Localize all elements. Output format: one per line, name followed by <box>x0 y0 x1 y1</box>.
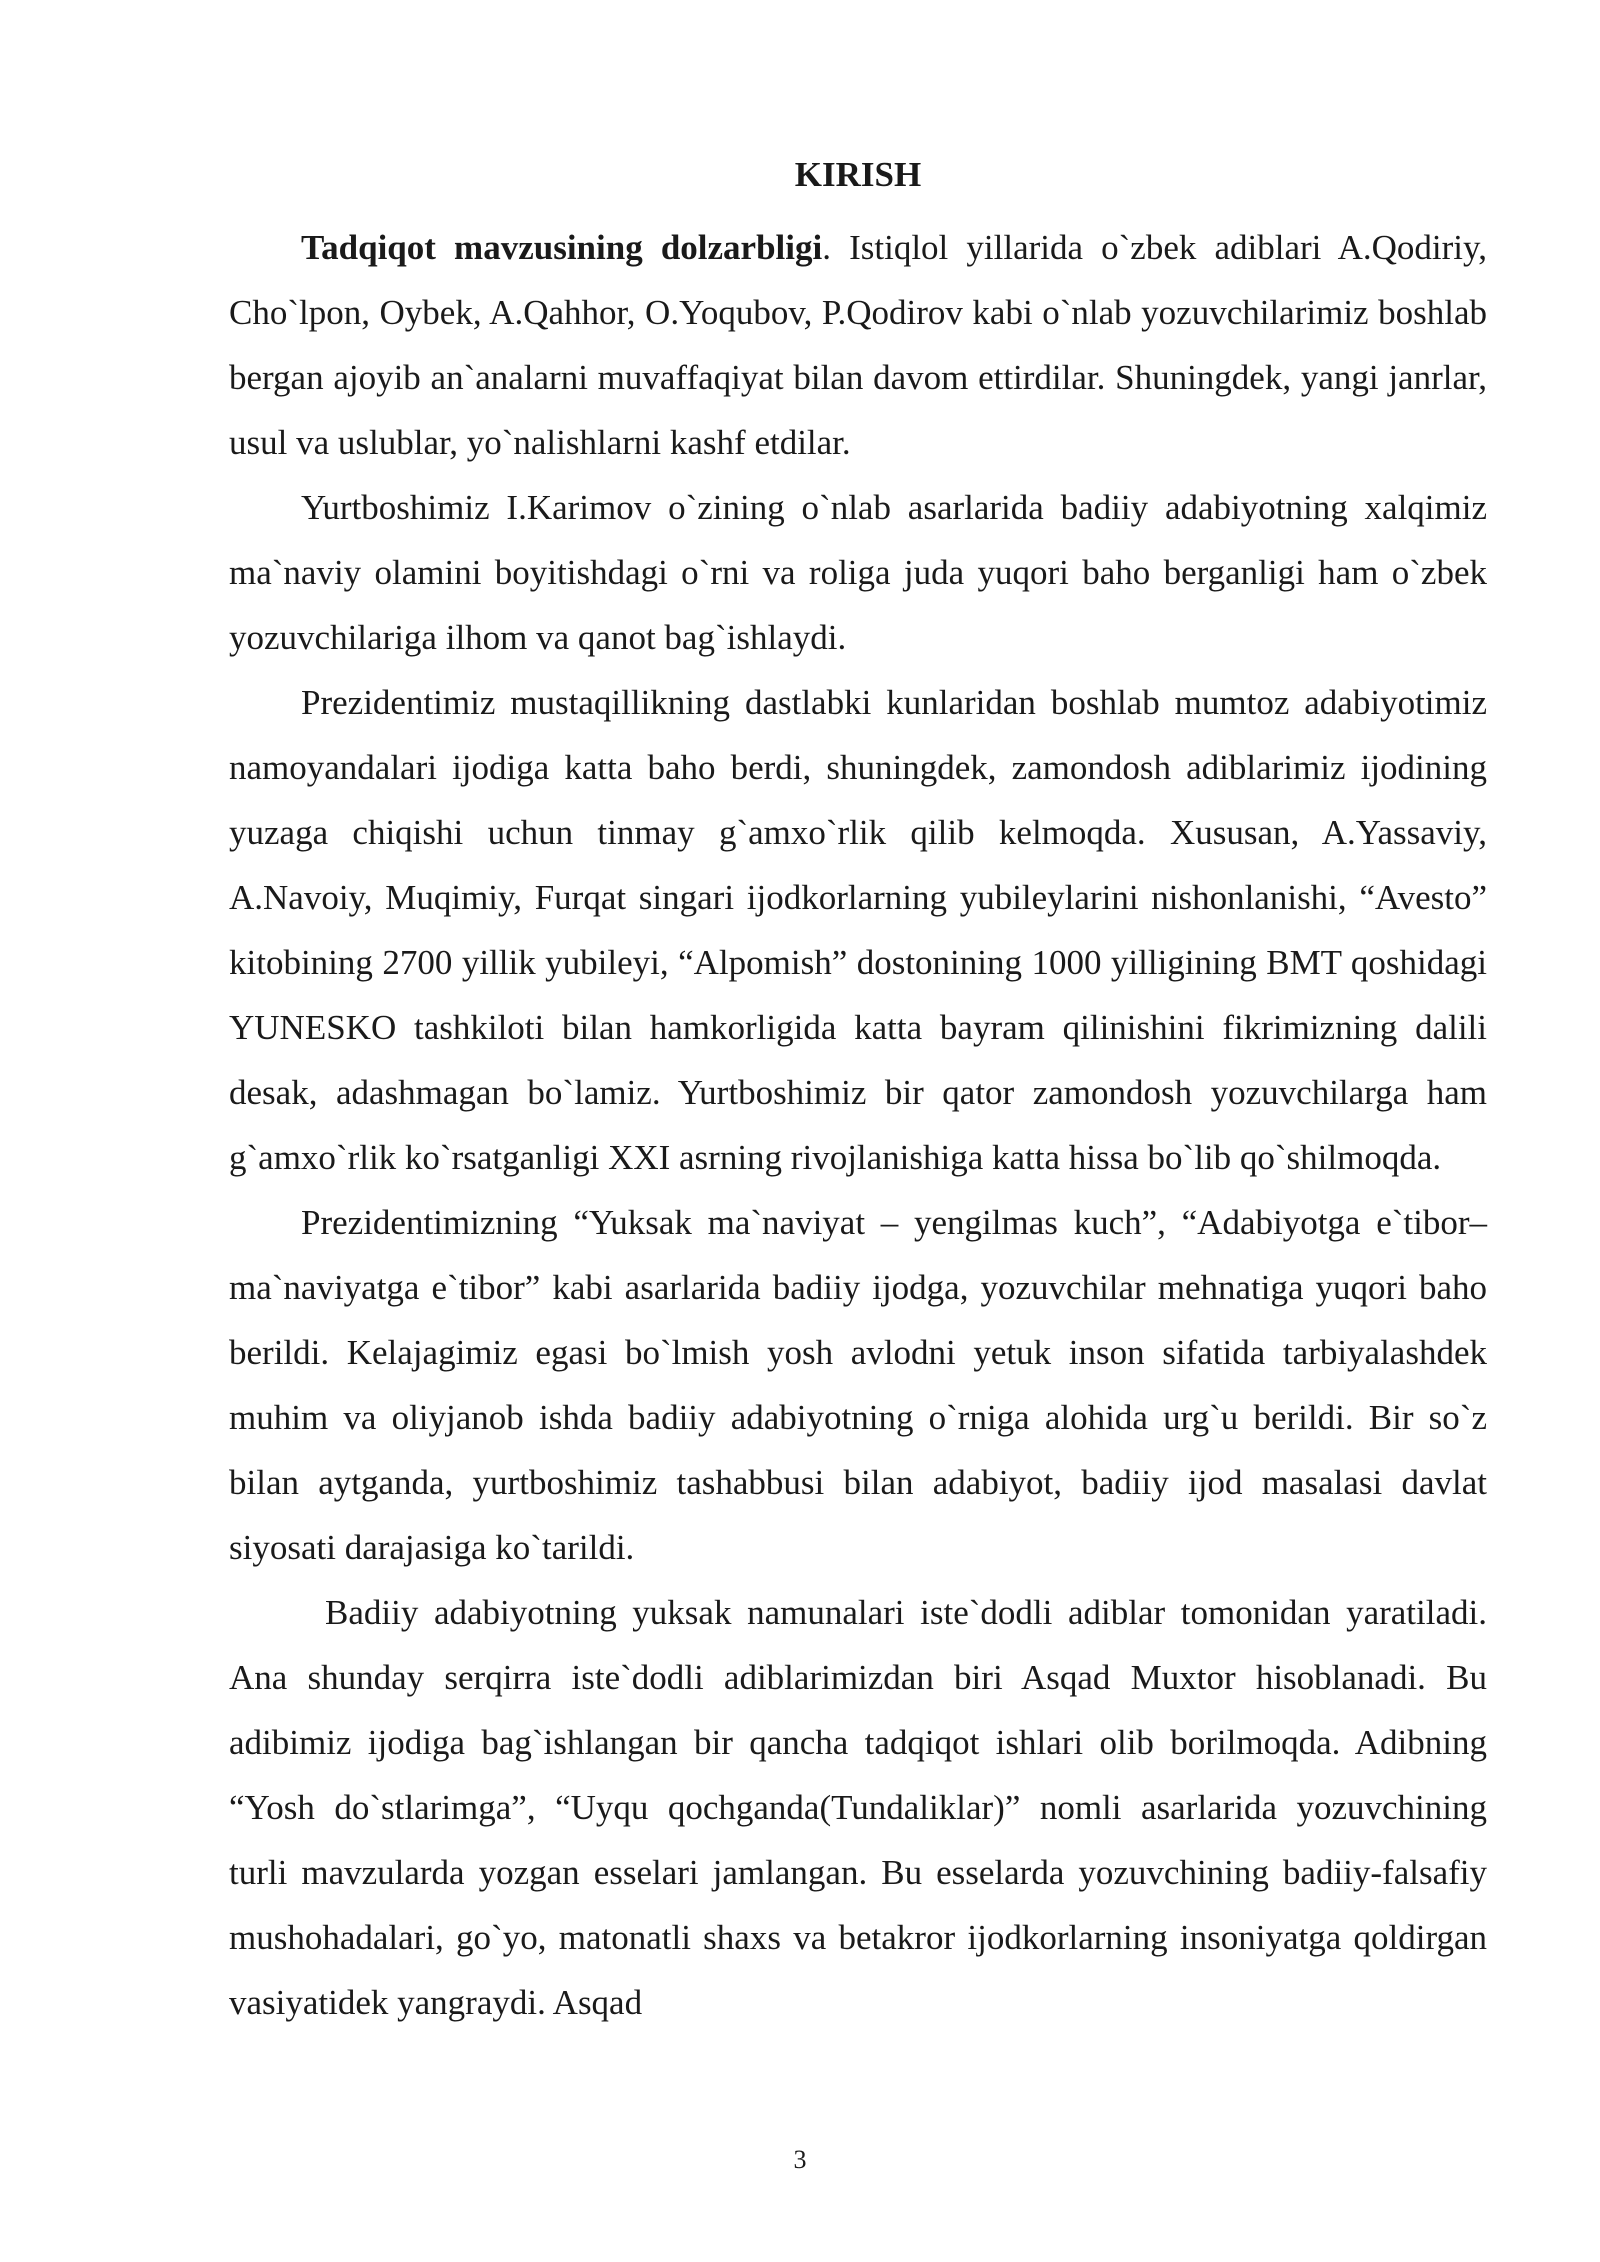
section-title: KIRISH <box>794 155 922 194</box>
paragraph-relevance <box>229 215 1487 475</box>
paragraph-karimov: Yurtboshimiz I.Karimov o`zining o`nlab asarlarida badiiy adabiyotning xalqimiz ma`naviy olamini boyitishdagi o`rni va roliga juda yuqori baho berganligi ham o`zbek yozuvchilariga ilhom va qanot bag`ishlaydi. <box>229 488 1487 657</box>
paragraph-asqad-muxtor: Badiiy adabiyotning yuksak namunalari iste`dodli adiblar tomonidan yaratiladi. Ana shunday serqirra iste`dodli adiblarimizdan biri Asqad Muxtor hisoblanadi. Bu adibimiz ijodiga bag`ishlangan bir qancha tadqiqot ishlari olib borilmoqda. Adibning “Yosh do`stlarimga”, “Uyqu qochganda(Tundaliklar)” nomli asarlarida yozuvchining turli mavzularda yozgan esselari jamlangan. Bu esselarda yozuvchining badiiy-falsafiy mushohadalari, go`yo, matonatli shaxs va betakror ijodkorlarning insoniyatga qoldirgan vasiyatidek yangraydi. Asqad <box>229 1593 1487 2022</box>
document-body <box>229 150 1487 2035</box>
paragraph-text: . Istiqlol yillarida o`zbek adiblari A.Qodiriy, Cho`lpon, Oybek, A.Qahhor, O.Yoqubov, P.Qodirov kabi o`nlab yozuvchilarimiz boshlab bergan ajoyib an`analarni muvaffaqiyat bilan davom ettirdilar. Shuningdek, yangi janrlar, usul va uslublar, yo`nalishlarni kashf etdilar. <box>229 228 1487 462</box>
paragraph-president-classics: Prezidentimiz mustaqillikning dastlabki kunlaridan boshlab mumtoz adabiyotimiz namoyandalari ijodiga katta baho berdi, shuningdek, zamondosh adiblarimiz ijodining yuzaga chiqishi uchun tinmay g`amxo`rlik qilib kelmoqda. Xususan, A.Yassaviy, A.Navoiy, Muqimiy, Furqat singari ijodkorlarning yubileylarini nishonlanishi, “Avesto” kitobining 2700 yillik yubileyi, “Alpomish” dostonining 1000 yilligining BMT qoshidagi YUNESKO tashkiloti bilan hamkorligida katta bayram qilinishini fikrimizning dalili desak, adashmagan bo`lamiz. Yurtboshimiz bir qator zamondosh yozuvchilarga ham g`amxo`rlik ko`rsatganligi XXI asrning rivojlanishiga katta hissa bo`lib qo`shilmoqda. <box>229 683 1487 1177</box>
page-number: 3 <box>793 2145 807 2174</box>
paragraph-lead-heading: Tadqiqot mavzusining dolzarbligi <box>301 228 823 267</box>
paragraph-president-works: Prezidentimizning “Yuksak ma`naviyat – yengilmas kuch”, “Adabiyotga e`tibor–ma`naviyatga e`tibor” kabi asarlarida badiiy ijodga, yozuvchilar mehnatiga yuqori baho berildi. Kelajagimiz egasi bo`lmish yosh avlodni yetuk inson sifatida tarbiyalashdek muhim va oliyjanob ishda badiiy adabiyotning o`rniga alohida urg`u berildi. Bir so`z bilan aytganda, yurtboshimiz tashabbusi bilan adabiyot, badiiy ijod masalasi davlat siyosati darajasiga ko`tarildi. <box>229 1203 1487 1567</box>
